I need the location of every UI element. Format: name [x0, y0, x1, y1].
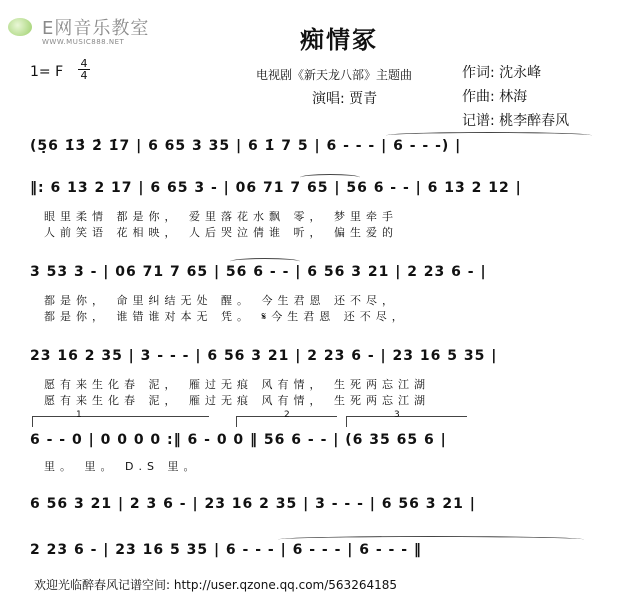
song-title: 痴情冢: [300, 25, 378, 54]
time-bottom: 4: [80, 69, 88, 82]
lyricist: 作词: 沈永峰: [462, 65, 542, 81]
score-row-5: 6 - - 0 | 0 0 0 0 :‖ 6 - 0 0 ‖ 56 6 - - | (6 35 65 6 |: [30, 432, 447, 448]
lyric-row-5: 愿有来生化春 泥， 雁过无痕 风有情， 生死两忘江湖: [44, 378, 430, 391]
volta-bracket-3: [346, 416, 467, 427]
singer: 演唱: 贾青: [312, 91, 378, 107]
lyric-row-6: 愿有来生化春 泥， 雁过无痕 风有情， 生死两忘江湖: [44, 394, 430, 407]
lyric-row-7: 里。 里。 D.S 里。: [44, 460, 200, 473]
transcriber: 记谱: 桃李醉春风: [462, 113, 570, 129]
logo-text: E网音乐教室: [42, 18, 150, 39]
lyric-row-3: 都是你， 命里纠结无处 醒。 今生君恩 还不尽，: [44, 294, 398, 307]
key-signature: 1= F: [30, 64, 64, 80]
lyric-row-1: 眼里柔情 都是你， 爱里落花水飘 零， 梦里牵手: [44, 210, 398, 223]
composer: 作曲: 林海: [462, 89, 528, 105]
site-url: WWW.MUSIC888.NET: [42, 38, 125, 46]
tie-mark: [278, 536, 584, 543]
volta-number-2: 2: [284, 410, 290, 420]
score-row-3: 3 53 3 - | 06 71 7 65 | 56 6 - - | 6 56 3 21 | 2 23 6 - |: [30, 264, 487, 280]
volta-number-1: 1: [76, 410, 82, 420]
slur-mark: [300, 174, 360, 181]
leaf-logo-icon: [4, 16, 38, 38]
song-subtitle: 电视剧《新天龙八部》主题曲: [256, 68, 413, 82]
lyric-row-2: 人前笑语 花相映， 人后哭泣倩谁 听， 偏生爱的: [44, 226, 398, 239]
score-row-4: 23 16 2 35 | 3 - - - | 6 56 3 21 | 2 23 6 - | 23 16 5 35 |: [30, 348, 498, 364]
score-row-1: (5̣6 1̇3̇ 2̇ 1̇7 | 6 65 3 35 | 6 1̇ 7 5 | 6 - - - | 6 - - -) |: [30, 138, 462, 154]
slur-mark: [230, 258, 300, 265]
time-signature: [78, 58, 90, 81]
tie-mark: [386, 132, 592, 139]
site-logo: [4, 14, 149, 40]
time-top: 4: [78, 58, 90, 70]
score-row-2: ‖: 6 13 2 17 | 6 65 3 - | 06 71 7 65 | 56 6 - - | 6 13 2 12 |: [30, 180, 522, 196]
score-row-7: 2 23 6 - | 23 16 5 35 | 6 - - - | 6 - - - | 6 - - - ‖: [30, 542, 422, 558]
footer-link: 欢迎光临醉春风记谱空间: http://user.qzone.qq.com/563264185: [34, 578, 398, 592]
volta-number-3: 3: [394, 410, 400, 420]
volta-bracket-1: [32, 416, 209, 427]
lyric-row-4: 都是你， 谁错谁对本无 凭。 𝄋今生君恩 还不尽，: [44, 310, 408, 323]
score-row-6: 6 56 3 21 | 2 3 6 - | 23 16 2 35 | 3 - - - | 6 56 3 21 |: [30, 496, 476, 512]
